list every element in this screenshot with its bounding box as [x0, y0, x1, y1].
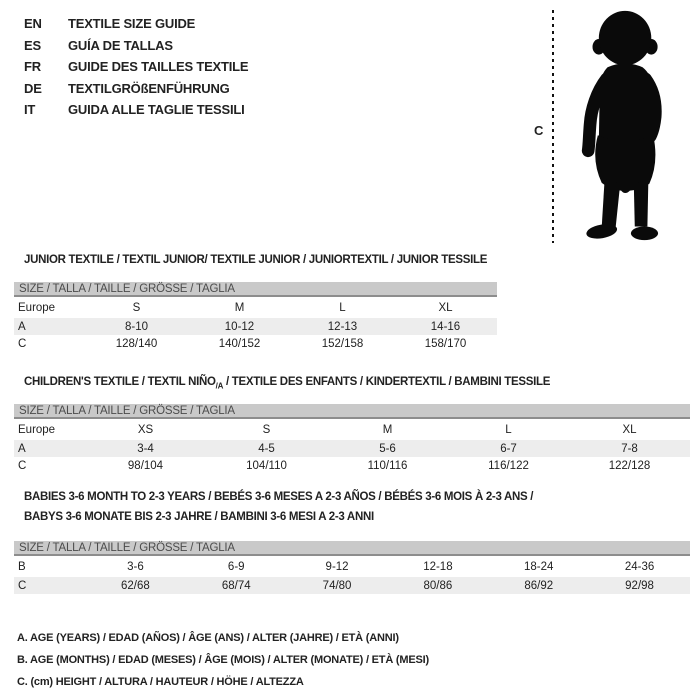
row-cell: 9-12: [325, 560, 349, 573]
language-row: [24, 99, 248, 121]
row-cell: 158/170: [424, 337, 467, 350]
size-table-children: [14, 404, 690, 474]
language-code: EN: [24, 16, 42, 32]
table-row: [14, 419, 690, 440]
row-cell: 128/140: [115, 337, 158, 350]
table-rows: [14, 419, 690, 474]
row-cell: 3-6: [127, 560, 144, 573]
language-row: [24, 78, 248, 100]
row-cell: L: [339, 301, 346, 314]
row-cell: 152/158: [321, 337, 364, 350]
row-label: Europe: [18, 301, 56, 314]
row-cell: 7-8: [621, 442, 638, 455]
language-code: DE: [24, 80, 42, 96]
table-title-junior: [24, 250, 487, 270]
note-line: C. (cm) HEIGHT / ALTURA / HAUTEUR / HÖHE / ALTEZZA: [17, 676, 304, 688]
row-cell: 104/110: [246, 459, 287, 472]
row-cell: 110/116: [367, 459, 408, 472]
table-row: [14, 318, 497, 335]
row-cell: L: [505, 423, 512, 436]
row-cell: M: [382, 423, 393, 436]
row-cell: 74/80: [322, 579, 352, 592]
size-header-bar: SIZE / TALLA / TAILLE / GRÖSSE / TAGLIA: [14, 282, 497, 297]
table-title-part: / TEXTILE DES ENFANTS / KINDERTEXTIL / BAMBINI TESSILE: [223, 376, 551, 388]
size-table-junior: [14, 282, 497, 352]
row-cell: S: [262, 423, 271, 436]
table-title-part: /A: [215, 381, 224, 391]
language-title: GUIDA ALLE TAGLIE TESSILI: [68, 102, 245, 118]
table-rows: [14, 297, 497, 352]
row-cell: 5-6: [379, 442, 396, 455]
row-label: B: [18, 560, 26, 573]
language-row: [24, 13, 248, 35]
row-cell: 24-36: [624, 560, 655, 573]
row-cell: 62/68: [121, 579, 150, 592]
baby-silhouette-icon: [559, 7, 695, 249]
table-row: [14, 457, 690, 474]
table-row: [14, 440, 690, 457]
language-title: TEXTILE SIZE GUIDE: [68, 16, 196, 32]
table-title-part: BABIES 3-6 MONTH TO 2-3 YEARS / BEBÉS 3-6 MESES A 2-3 AÑOS / BÉBÉS 3-6 MOIS À 2-3 ANS /: [24, 491, 534, 503]
table-row: [14, 297, 497, 318]
table-row: [14, 577, 690, 594]
row-label: C: [18, 337, 27, 350]
row-cell: 68/74: [221, 579, 251, 592]
row-label: C: [18, 579, 27, 592]
row-cell: 122/128: [608, 459, 651, 472]
row-cell: M: [234, 301, 245, 314]
language-code: FR: [24, 59, 41, 75]
row-cell: 12-13: [327, 320, 358, 333]
table-row: [14, 335, 497, 352]
size-header-bar: SIZE / TALLA / TAILLE / GRÖSSE / TAGLIA: [14, 404, 690, 419]
notes: [17, 627, 429, 693]
row-cell: 6-7: [500, 442, 517, 455]
row-cell: 92/98: [625, 579, 654, 592]
table-title-children: [24, 372, 550, 396]
row-cell: 10-12: [224, 320, 255, 333]
language-row: [24, 56, 248, 78]
table-row: [14, 556, 690, 577]
row-label: C: [18, 459, 27, 472]
language-code: IT: [24, 102, 36, 118]
row-cell: 116/122: [488, 459, 529, 472]
language-title: TEXTILGRÖßENFÜHRUNG: [68, 80, 230, 96]
row-cell: 18-24: [524, 560, 554, 573]
row-cell: 98/104: [127, 459, 164, 472]
row-cell: XS: [137, 423, 154, 436]
row-label: A: [18, 320, 26, 333]
language-title: GUIDE DES TAILLES TEXTILE: [68, 59, 249, 75]
row-cell: 3-4: [137, 442, 154, 455]
language-list: [24, 13, 248, 121]
language-row: [24, 35, 248, 57]
row-cell: 86/92: [524, 579, 554, 592]
row-cell: 140/152: [218, 337, 261, 350]
row-cell: S: [132, 301, 141, 314]
height-measure-line: [552, 10, 554, 243]
note-line: B. AGE (MONTHS) / EDAD (MESES) / ÂGE (MOIS) / ALTER (MONATE) / ETÀ (MESI): [17, 654, 429, 666]
size-header-bar: SIZE / TALLA / TAILLE / GRÖSSE / TAGLIA: [14, 541, 690, 556]
table-title-babies: [24, 487, 533, 527]
table-title-part: JUNIOR TEXTILE / TEXTIL JUNIOR/ TEXTILE JUNIOR / JUNIORTEXTIL / JUNIOR TESSILE: [24, 254, 488, 266]
row-cell: 12-18: [423, 560, 453, 573]
note-line: A. AGE (YEARS) / EDAD (AÑOS) / ÂGE (ANS) / ALTER (JAHRE) / ETÀ (ANNI): [17, 632, 399, 644]
row-label: A: [18, 442, 26, 455]
row-label: Europe: [18, 423, 56, 436]
size-table-babies: [14, 541, 690, 594]
row-cell: XL: [622, 423, 637, 436]
row-cell: 6-9: [227, 560, 245, 573]
row-cell: 14-16: [430, 320, 461, 333]
table-rows: [14, 556, 690, 594]
row-cell: 80/86: [423, 579, 453, 592]
figure-label-c: C: [534, 123, 544, 138]
row-cell: 4-5: [258, 442, 275, 455]
row-cell: 8-10: [124, 320, 149, 333]
row-cell: XL: [438, 301, 453, 314]
table-title-part: CHILDREN'S TEXTILE / TEXTIL NIÑO: [24, 376, 216, 388]
language-code: ES: [24, 37, 41, 53]
language-title: GUÍA DE TALLAS: [68, 37, 173, 53]
table-title-part: BABYS 3-6 MONATE BIS 2-3 JAHRE / BAMBINI 3-6 MESI A 2-3 ANNI: [24, 511, 374, 523]
